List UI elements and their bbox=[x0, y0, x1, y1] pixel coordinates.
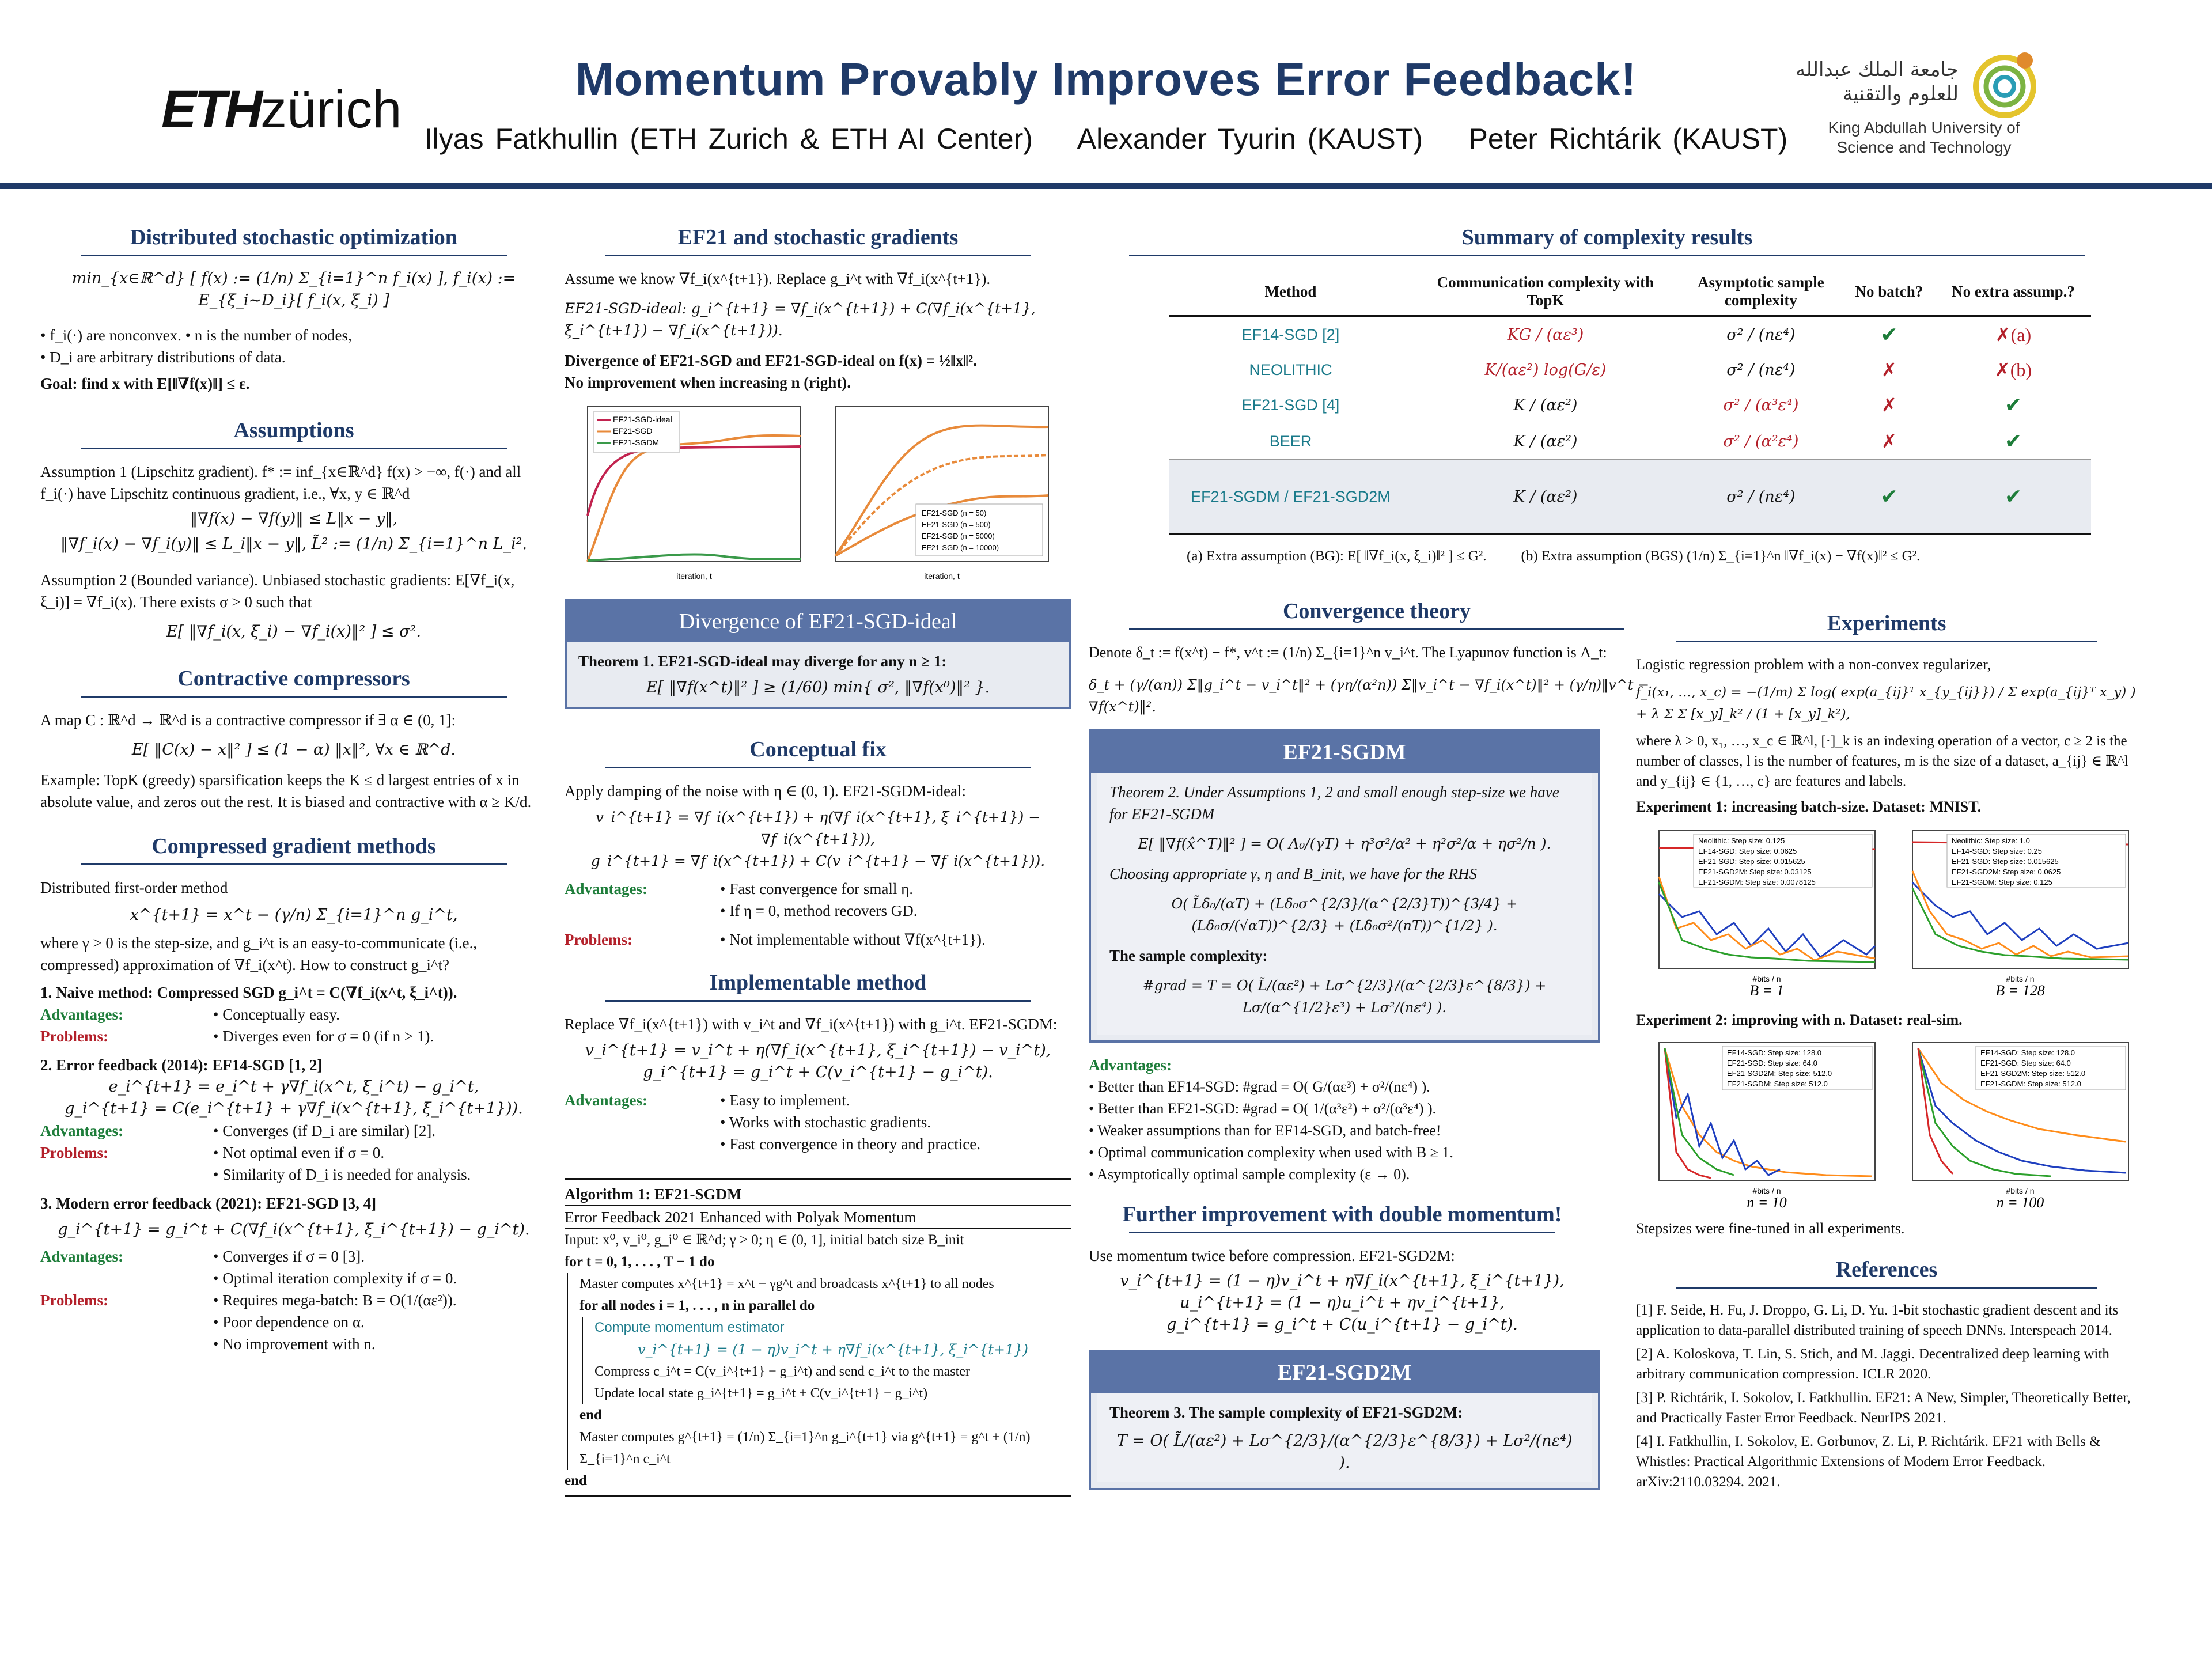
equation: E[ ‖C(x) − x‖² ] ≤ (1 − α) ‖x‖², ∀x ∈ ℝ^d. bbox=[131, 741, 456, 759]
ef14-method: 2. Error feedback (2014): EF14-SGD [1, 2] bbox=[40, 1056, 323, 1074]
theorem-2-box bbox=[1089, 729, 1600, 1043]
check-icon: ✔ bbox=[1880, 323, 1898, 346]
advantage-item: • Optimal iteration complexity if σ = 0. bbox=[213, 1270, 457, 1287]
legend-item: EF21-SGD2M: Step size: 512.0 bbox=[1727, 1069, 1832, 1078]
section-rule bbox=[1676, 1287, 2097, 1289]
equation-group bbox=[1089, 1270, 1596, 1336]
legend-item: EF21-SGDM: Step size: 0.125 bbox=[1952, 878, 2052, 887]
table-cell-method: EF21-SGD [4] bbox=[1241, 396, 1340, 414]
cross-icon: ✗ bbox=[1881, 359, 1897, 380]
table-header: Communication complexity with TopK bbox=[1437, 274, 1654, 309]
reference-item: [4] I. Fatkhullin, I. Sokolov, E. Gorbunov, Z. Li, P. Richtárik. EF21 with Bells & Whistles: Practical Algorithmic Extensions of Modern Error Feedback. arXiv:2110.03294. 2021. bbox=[1636, 1434, 2101, 1490]
problem-item: • Similarity of D_i is needed for analysis. bbox=[213, 1166, 471, 1183]
experiment-2-title: Experiment 2: improving with n. Dataset: real-sim. bbox=[1636, 1012, 1963, 1028]
experiment-2-plot-b bbox=[1889, 1037, 2134, 1210]
section-title: Conceptual fix bbox=[749, 737, 887, 762]
experiments-note: Stepsizes were fine-tuned in all experiments. bbox=[1636, 1220, 1905, 1237]
table-cell: σ² / (nε⁴) bbox=[1726, 325, 1796, 344]
poster-title: Momentum Provably Improves Error Feedback! bbox=[575, 54, 1637, 105]
algorithm-line: Master computes g^{t+1} = (1/n) Σ_{i=1}^n g_i^{t+1} via g^{t+1} = g^t + (1/n) Σ_{i=1}^n c_i^t bbox=[579, 1430, 1031, 1467]
legend-item: EF21-SGD bbox=[613, 426, 653, 435]
table-row bbox=[1169, 387, 2091, 423]
footnote: (b) Extra assumption (BGS) (1/n) Σ_{i=1}^n ‖∇f_i(x) − ∇f(x)‖² ≤ G². bbox=[1521, 548, 1921, 564]
problems-label: Problems: bbox=[40, 1291, 108, 1309]
legend-item: EF14-SGD: Step size: 0.0625 bbox=[1698, 847, 1797, 855]
algorithm-box bbox=[565, 1178, 1071, 1497]
section-title: Assumptions bbox=[233, 418, 354, 442]
problems-label: Problems: bbox=[40, 1144, 108, 1161]
kaust-logo-arabic: جامعة الملك عبدالله للعلوم والتقنية bbox=[1796, 58, 1959, 105]
table-cell: σ² / (α²ε⁴) bbox=[1723, 432, 1799, 450]
equation: u_i^{t+1} = (1 − η)u_i^t + ηv_i^{t+1}, bbox=[1180, 1294, 1505, 1312]
ef21-method: 3. Modern error feedback (2021): EF21-SGD [3, 4] bbox=[40, 1195, 377, 1212]
header-rule bbox=[0, 183, 2212, 189]
equation: g_i^{t+1} = g_i^t + C(∇f_i(x^{t+1}, ξ_i^{t+1}) − g_i^t). bbox=[58, 1221, 530, 1238]
table-cell: KG / (αε³) bbox=[1507, 325, 1584, 344]
equation: v_i^{t+1} = (1 − η)v_i^t + η∇f_i(x^{t+1}, ξ_i^{t+1}), bbox=[1120, 1272, 1565, 1290]
check-icon: ✔ bbox=[2004, 393, 2022, 416]
compressor-definition: A map C : ℝ^d → ℝ^d is a contractive compressor if ∃ α ∈ (0, 1]: bbox=[40, 711, 456, 729]
advantage-item: • Conceptually easy. bbox=[213, 1006, 340, 1023]
theorem-2: Theorem 2. Under Assumptions 1, 2 and small enough step-size we have for EF21-SGDM bbox=[1109, 783, 1559, 823]
table-cell-method: EF21-SGDM / EF21-SGD2M bbox=[1191, 487, 1391, 505]
paragraph: Choosing appropriate γ, η and B_init, we have for the RHS bbox=[1109, 865, 1477, 882]
algorithm-line: Update local state g_i^{t+1} = g_i^t + C(v_i^{t+1} − g_i^t) bbox=[594, 1386, 928, 1401]
legend-item: EF21-SGDM: Step size: 512.0 bbox=[1727, 1080, 1828, 1088]
poster-authors: Ilyas Fatkhullin (ETH Zurich & ETH AI Center) Alexander Tyurin (KAUST) Peter Richtárik (KAUST) bbox=[424, 123, 1788, 155]
table-cell: K / (αε²) bbox=[1513, 432, 1578, 450]
experiment-2-plots bbox=[1636, 1037, 2137, 1215]
equation: v_i^{t+1} = v_i^t + η(∇f_i(x^{t+1}, ξ_i^{t+1}) − v_i^t), bbox=[585, 1041, 1051, 1059]
column-4 bbox=[1636, 611, 2137, 1492]
problem-item: • Diverges even for σ = 0 (if n > 1). bbox=[213, 1028, 434, 1045]
advantage-item: • If η = 0, method recovers GD. bbox=[720, 902, 918, 919]
legend-item: EF21-SGDM bbox=[613, 438, 660, 447]
paragraph: where λ > 0, x₁, …, x_c ∈ ℝ^l, [·]_k is an indexing operation of a vector, c ≥ 2 is the number of classes, l is the number of features, m is the size of a dataset, a_{ij} ∈ ℝ^l and y_{ij} ∈ {1, …, c} are features and labels. bbox=[1636, 733, 2128, 789]
legend-item: EF14-SGD: Step size: 0.25 bbox=[1952, 847, 2042, 855]
legend-item: Neolithic: Step size: 0.125 bbox=[1698, 836, 1785, 845]
section-title: Further improvement with double momentum! bbox=[1122, 1202, 1562, 1226]
problem-item: • No improvement with n. bbox=[213, 1335, 376, 1353]
table-cell: σ² / (nε⁴) bbox=[1726, 361, 1796, 379]
advantage-item: • Converges if σ = 0 [3]. bbox=[213, 1248, 365, 1265]
paragraph: Replace ∇f_i(x^{t+1}) with v_i^t and ∇f_i(x^{t+1}) with g_i^t. EF21-SGDM: bbox=[565, 1016, 1058, 1033]
method-description: where γ > 0 is the step-size, and g_i^t is an easy-to-communicate (i.e., compressed) approximation of ∇f_i(x^t). How to construct g_i^t? bbox=[40, 934, 478, 974]
algorithm-subtitle: Error Feedback 2021 Enhanced with Polyak Momentum bbox=[565, 1206, 1071, 1229]
section-title: EF21 and stochastic gradients bbox=[677, 225, 959, 249]
equation: f_i(x₁, …, x_c) = −(1/m) Σ log( exp(a_{ij}ᵀ x_{y_{ij}}) / Σ exp(a_{ij}ᵀ x_y) ) + λ Σ Σ [x_y]_k² / (1 + [x_y]_k²), bbox=[1636, 685, 2136, 722]
equation: e_i^{t+1} = e_i^t + γ∇f_i(x^t, ξ_i^t) − g_i^t, bbox=[108, 1078, 479, 1096]
kaust-logo-icon bbox=[1964, 46, 2045, 121]
equation: g_i^{t+1} = ∇f_i(x^{t+1}) + C(v_i^{t+1} − ∇f_i(x^{t+1})). bbox=[590, 853, 1046, 869]
advantages-label: Advantages: bbox=[40, 1122, 124, 1139]
problem-item: • Requires mega-batch: B = O(1/(αε²)). bbox=[213, 1291, 457, 1309]
table-row bbox=[1169, 460, 2091, 535]
advantages-label: Advantages: bbox=[40, 1248, 124, 1265]
legend-item: EF21-SGD2M: Step size: 512.0 bbox=[1980, 1069, 2086, 1078]
reference-item: [2] A. Koloskova, T. Lin, S. Stich, and M. Jaggi. Decentralized deep learning with arbitrary communication compression. ICLR 2020. bbox=[1636, 1346, 2109, 1382]
x-axis-label: #bits / n bbox=[2006, 1186, 2035, 1195]
algorithm-line: Master computes x^{t+1} = x^t − γg^t and broadcasts x^{t+1} to all nodes bbox=[579, 1277, 994, 1291]
problems-row bbox=[40, 1142, 547, 1185]
method-intro: Distributed first-order method bbox=[40, 879, 228, 896]
equation: min_{x∈ℝ^d} [ f(x) := (1/n) Σ_{i=1}^n f_i(x) ], f_i(x) := E_{ξ_i∼D_i}[ f_i(x, ξ_i) ] bbox=[71, 270, 516, 309]
section-title: Summary of complexity results bbox=[1461, 225, 1753, 249]
section-title: Compressed gradient methods bbox=[151, 834, 436, 858]
equation: #grad = T = O( L̃/(αε²) + Lσ^{2/3}/(α^{2/3}ε^{8/3}) + Lσ/(α^{1/2}ε³) + Lσ²/(nε⁴) ). bbox=[1142, 978, 1547, 1016]
paragraph: Assume we know ∇f_i(x^{t+1}). Replace g_i^t with ∇f_i(x^{t+1}). bbox=[565, 270, 991, 287]
algorithm-line: for t = 0, 1, . . . , T − 1 do bbox=[565, 1254, 715, 1270]
problem-item: • Not implementable without ∇f(x^{t+1}). bbox=[720, 931, 986, 948]
advantages-row bbox=[40, 1120, 547, 1142]
table-cell: σ² / (nε⁴) bbox=[1726, 487, 1796, 506]
equation: E[ ‖∇f_i(x, ξ_i) − ∇f_i(x)‖² ] ≤ σ². bbox=[166, 623, 421, 641]
box-title: Divergence of EF21-SGD-ideal bbox=[567, 601, 1069, 642]
legend-item: EF14-SGD: Step size: 128.0 bbox=[1980, 1048, 2075, 1057]
advantages-row bbox=[565, 878, 1071, 922]
table-cell: K/(αε²) log(G/ε) bbox=[1484, 361, 1607, 379]
check-icon: ✔ bbox=[2004, 430, 2022, 453]
equation: δ_t + (γ/(αn)) Σ‖g_i^t − v_i^t‖² + (γη/(α²n)) Σ‖v_i^t − ∇f_i(x^t)‖² + (γ/η)‖v^t − ∇f(x^t)‖². bbox=[1089, 677, 1650, 715]
problems-label: Problems: bbox=[40, 1028, 108, 1045]
naive-method: 1. Naive method: Compressed SGD g_i^t = C(∇f_i(x^t, ξ_i^t)). bbox=[40, 984, 457, 1001]
section-rule bbox=[1676, 641, 2097, 642]
section-rule bbox=[81, 255, 507, 256]
legend-item: EF21-SGD-ideal bbox=[613, 415, 672, 424]
algorithm-line: end bbox=[565, 1473, 587, 1488]
reference-item: [3] P. Richtárik, I. Sokolov, I. Fatkhullin. EF21: A New, Simpler, Theoretically Better, and Practically Faster Error Feedback. NeurIPS 2021. bbox=[1636, 1390, 2131, 1426]
plot-caption: B = 128 bbox=[1995, 982, 2045, 998]
legend-item: EF21-SGD: Step size: 64.0 bbox=[1727, 1059, 1817, 1067]
advantages-row bbox=[565, 1089, 1071, 1155]
advantage-item: • Better than EF14-SGD: #grad = O( G/(αε³) + σ²/(nε⁴) ). bbox=[1089, 1078, 1430, 1095]
problems-label: Problems: bbox=[565, 931, 632, 948]
legend-item: Neolithic: Step size: 1.0 bbox=[1952, 836, 2030, 845]
bullet: • D_i are arbitrary distributions of data. bbox=[40, 349, 286, 366]
advantages-label: Advantages: bbox=[565, 1092, 648, 1109]
paragraph: Apply damping of the noise with η ∈ (0, 1). EF21-SGDM-ideal: bbox=[565, 782, 967, 800]
advantages-label: Advantages: bbox=[40, 1006, 124, 1023]
bullet: • f_i(·) are nonconvex. • n is the number of nodes, bbox=[40, 327, 352, 344]
table-row bbox=[1169, 353, 2091, 387]
legend-item: EF21-SGD2M: Step size: 0.0625 bbox=[1952, 868, 2061, 876]
theorem-1: Theorem 1. EF21-SGD-ideal may diverge for any n ≥ 1: bbox=[578, 653, 947, 670]
legend-item: EF14-SGD: Step size: 128.0 bbox=[1727, 1048, 1822, 1057]
x-axis-label: iteration, t bbox=[924, 571, 960, 581]
algorithm-line: v_i^{t+1} = (1 − η)v_i^t + η∇f_i(x^{t+1}, ξ_i^{t+1}) bbox=[638, 1342, 1028, 1358]
paragraph: Denote δ_t := f(x^t) − f*, v^t := (1/n) Σ_{i=1}^n v_i^t. The Lyapunov function is Λ_t: bbox=[1089, 644, 1607, 661]
equation: E[ ‖∇f(x^t)‖² ] ≥ (1/60) min{ σ², ‖∇f(x⁰)‖² }. bbox=[646, 679, 990, 696]
legend-item: EF21-SGD: Step size: 0.015625 bbox=[1952, 857, 2059, 866]
algorithm-line: Compress c_i^t = C(v_i^{t+1} − g_i^t) and send c_i^t to the master bbox=[594, 1364, 970, 1379]
paragraph: Divergence of EF21-SGD and EF21-SGD-ideal on f(x) = ½‖x‖². bbox=[565, 352, 977, 369]
legend-item: EF21-SGD (n = 500) bbox=[922, 520, 991, 529]
algorithm-line: for all nodes i = 1, . . . , n in parallel do bbox=[579, 1298, 815, 1313]
column-1 bbox=[40, 225, 547, 1355]
table-cell: σ² / (α³ε⁴) bbox=[1723, 396, 1799, 414]
legend-item: EF21-SGD2M: Step size: 0.03125 bbox=[1698, 868, 1812, 876]
equation: g_i^{t+1} = g_i^t + C(v_i^{t+1} − g_i^t). bbox=[643, 1063, 993, 1081]
advantages-label: Advantages: bbox=[565, 880, 648, 897]
legend-item: EF21-SGD (n = 10000) bbox=[922, 543, 999, 552]
x-axis-label: #bits / n bbox=[2006, 974, 2035, 983]
experiment-1-plots bbox=[1636, 825, 2137, 1003]
divergence-plot-right bbox=[818, 400, 1060, 585]
assumption-1: Assumption 1 (Lipschitz gradient). f* := inf_{x∈ℝ^d} f(x) > −∞, f(·) and all f_i(·) have Lipschitz continuous gradient, i.e., ∀x, y ∈ ℝ^d bbox=[40, 463, 521, 502]
equation: x^{t+1} = x^t − (γ/n) Σ_{i=1}^n g_i^t, bbox=[130, 906, 458, 924]
advantage-item: • Easy to implement. bbox=[720, 1092, 850, 1109]
section-rule bbox=[1129, 1232, 1555, 1233]
equation: g_i^{t+1} = g_i^t + C(u_i^{t+1} − g_i^t). bbox=[1166, 1316, 1518, 1334]
equation: ‖∇f(x) − ∇f(y)‖ ≤ L‖x − y‖, bbox=[190, 510, 398, 528]
plot-caption: n = 10 bbox=[1747, 1194, 1787, 1210]
section-rule bbox=[605, 767, 1031, 768]
box-title: EF21-SGDM bbox=[1091, 732, 1598, 773]
advantages-row bbox=[40, 1003, 547, 1025]
table-header: No extra assump.? bbox=[1952, 282, 2075, 300]
table-cell-method: BEER bbox=[1269, 432, 1312, 450]
box-title: EF21-SGD2M bbox=[1091, 1352, 1598, 1393]
advantage-item: • Weaker assumptions than for EF14-SGD, and batch-free! bbox=[1089, 1122, 1441, 1139]
advantage-item: • Optimal communication complexity when used with B ≥ 1. bbox=[1089, 1144, 1453, 1161]
assumption-2: Assumption 2 (Bounded variance). Unbiased stochastic gradients: E[∇f_i(x, ξ_i)] = ∇f_i(x). There exists σ > 0 such that bbox=[40, 571, 515, 611]
x-axis-label: #bits / n bbox=[1752, 974, 1781, 983]
experiment-2-plot-a bbox=[1636, 1037, 1881, 1210]
table-header: No batch? bbox=[1855, 282, 1923, 300]
experiment-1-plot-b bbox=[1889, 825, 2134, 998]
column-2 bbox=[565, 225, 1071, 1497]
table-cell-method: NEOLITHIC bbox=[1249, 361, 1332, 378]
x-axis-label: #bits / n bbox=[1752, 1186, 1781, 1195]
problems-row bbox=[565, 929, 1071, 950]
plot-caption: n = 100 bbox=[1996, 1194, 2044, 1210]
section-title: Distributed stochastic optimization bbox=[130, 225, 457, 249]
advantages-row bbox=[40, 1245, 547, 1289]
paragraph: The sample complexity: bbox=[1109, 947, 1268, 964]
plot-caption: B = 1 bbox=[1749, 982, 1784, 998]
section-rule bbox=[81, 448, 507, 449]
eth-logo: ETHzürich bbox=[161, 80, 402, 139]
paragraph: Logistic regression problem with a non-convex regularizer, bbox=[1636, 656, 1991, 673]
theorem-3-box bbox=[1089, 1350, 1600, 1490]
section-title: Convergence theory bbox=[1282, 599, 1471, 623]
experiment-1-title: Experiment 1: increasing batch-size. Dataset: MNIST. bbox=[1636, 798, 1982, 815]
problem-item: • Not optimal even if σ = 0. bbox=[213, 1144, 385, 1161]
paragraph: No improvement when increasing n (right). bbox=[565, 374, 851, 391]
check-icon: ✔ bbox=[2004, 485, 2022, 508]
cross-icon: ✗ bbox=[1881, 431, 1897, 452]
section-rule bbox=[605, 1000, 1031, 1002]
section-title: Implementable method bbox=[709, 971, 927, 995]
algorithm-line: Compute momentum estimator bbox=[594, 1320, 785, 1335]
experiment-1-plot-a bbox=[1636, 825, 1881, 998]
table-cell-method: EF14-SGD [2] bbox=[1241, 325, 1340, 343]
divergence-plot-left bbox=[570, 400, 812, 585]
kaust-logo-english: King Abdullah University of Science and Technology bbox=[1828, 119, 2020, 156]
legend-item: EF21-SGD (n = 5000) bbox=[922, 532, 995, 540]
divergence-plots bbox=[565, 400, 1071, 590]
check-icon: ✔ bbox=[1880, 485, 1898, 508]
cross-icon: ✗(b) bbox=[1994, 359, 2032, 380]
equation: T = O( L̃/(αε²) + Lσ^{2/3}/(α^{2/3}ε^{8/3}) + Lσ²/(nε⁴) ). bbox=[1116, 1432, 1573, 1472]
table-row bbox=[1169, 316, 2091, 353]
section-title: References bbox=[1835, 1257, 1938, 1282]
problems-row bbox=[40, 1289, 547, 1355]
paragraph: Use momentum twice before compression. EF21-SGD2M: bbox=[1089, 1247, 1455, 1264]
x-axis-label: iteration, t bbox=[676, 571, 712, 581]
cross-icon: ✗ bbox=[1881, 395, 1897, 415]
section-title: Contractive compressors bbox=[177, 666, 410, 691]
advantage-item: • Converges (if D_i are similar) [2]. bbox=[213, 1122, 436, 1139]
complexity-table bbox=[1169, 268, 2091, 535]
section-rule bbox=[1129, 255, 2085, 256]
legend-item: EF21-SGD (n = 50) bbox=[922, 509, 987, 517]
advantage-item: • Fast convergence in theory and practice. bbox=[720, 1135, 981, 1153]
equation: ‖∇f_i(x) − ∇f_i(y)‖ ≤ L_i‖x − y‖, L̃² := (1/n) Σ_{i=1}^n L_i². bbox=[60, 535, 528, 553]
problems-row bbox=[40, 1025, 547, 1047]
legend-item: EF21-SGDM: Step size: 512.0 bbox=[1980, 1080, 2081, 1088]
algorithm-title: Algorithm 1: EF21-SGDM bbox=[565, 1183, 1071, 1206]
equation: O( L̃δ₀/(αT) + (Lδ₀σ^{2/3}/(α^{2/3}T))^{3/4} + (Lδ₀σ/(√αT))^{2/3} + (Lδ₀σ²/(nT))^{1/2} ). bbox=[1171, 896, 1518, 934]
problem-item: • Poor dependence on α. bbox=[213, 1313, 365, 1331]
section-rule bbox=[81, 863, 507, 865]
footnote: (a) Extra assumption (BG): E[ ‖∇f_i(x, ξ_i)‖² ] ≤ G². bbox=[1187, 548, 1487, 564]
advantage-item: • Works with stochastic gradients. bbox=[720, 1113, 931, 1131]
table-header: Method bbox=[1264, 282, 1317, 300]
legend-item: EF21-SGD: Step size: 0.015625 bbox=[1698, 857, 1805, 866]
table-header: Asymptotic sample complexity bbox=[1698, 274, 1824, 309]
theorem-3: Theorem 3. The sample complexity of EF21-SGD2M: bbox=[1109, 1404, 1463, 1421]
equation: E[ ‖∇f(x̂^T)‖² ] = O( Λ₀/(γT) + η³σ²/α² + η²σ²/α + ησ²/n ). bbox=[1138, 835, 1551, 852]
table-row bbox=[1169, 423, 2091, 460]
section-rule bbox=[81, 696, 507, 698]
advantage-item: • Better than EF21-SGD: #grad = O( 1/(α³ε²) + σ²/(α³ε⁴) ). bbox=[1089, 1100, 1437, 1117]
table-footnotes bbox=[1187, 546, 2108, 567]
goal-text: Goal: find x with E[‖∇f(x)‖] ≤ ε. bbox=[40, 375, 250, 392]
section-title: Experiments bbox=[1827, 611, 1946, 635]
legend-item: EF21-SGDM: Step size: 0.0078125 bbox=[1698, 878, 1816, 887]
advantage-item: • Asymptotically optimal sample complexity (ε → 0). bbox=[1089, 1166, 1410, 1183]
equation: v_i^{t+1} = ∇f_i(x^{t+1}) + η(∇f_i(x^{t+1}, ξ_i^{t+1}) − ∇f_i(x^{t+1})), bbox=[595, 809, 1041, 847]
reference-item: [1] F. Seide, H. Fu, J. Droppo, G. Li, D. Yu. 1-bit stochastic gradient descent and its application to data-parallel distributed training of speech DNNs. Interspeach 2014. bbox=[1636, 1302, 2119, 1338]
table-cell: K / (αε²) bbox=[1513, 487, 1578, 506]
section-rule bbox=[1129, 628, 1624, 630]
equation: g_i^{t+1} = C(e_i^{t+1} + γ∇f_i(x^{t+1}, ξ_i^{t+1})). bbox=[65, 1100, 523, 1118]
theorem-1-box bbox=[565, 599, 1071, 709]
advantage-item: • Fast convergence for small η. bbox=[720, 880, 913, 897]
section-rule bbox=[605, 255, 1031, 256]
algorithm-line: Input: x⁰, v_i⁰, g_i⁰ ∈ ℝ^d; γ > 0; η ∈ (0, 1], initial batch size B_init bbox=[565, 1232, 964, 1248]
table-cell: K / (αε²) bbox=[1513, 396, 1578, 414]
topk-example: Example: TopK (greedy) sparsification keeps the K ≤ d largest entries of x in absolute value, and zeros out the rest. It is biased and contractive with α ≥ K/d. bbox=[40, 771, 532, 810]
advantages-label: Advantages: bbox=[1089, 1056, 1172, 1074]
equation: EF21-SGD-ideal: g_i^{t+1} = ∇f_i(x^{t+1}) + C(∇f_i(x^{t+1}, ξ_i^{t+1}) − ∇f_i(x^{t+1})). bbox=[565, 300, 1036, 339]
cross-icon: ✗(a) bbox=[1995, 324, 2032, 345]
legend-item: EF21-SGD: Step size: 64.0 bbox=[1980, 1059, 2071, 1067]
algorithm-line: end bbox=[579, 1407, 602, 1423]
